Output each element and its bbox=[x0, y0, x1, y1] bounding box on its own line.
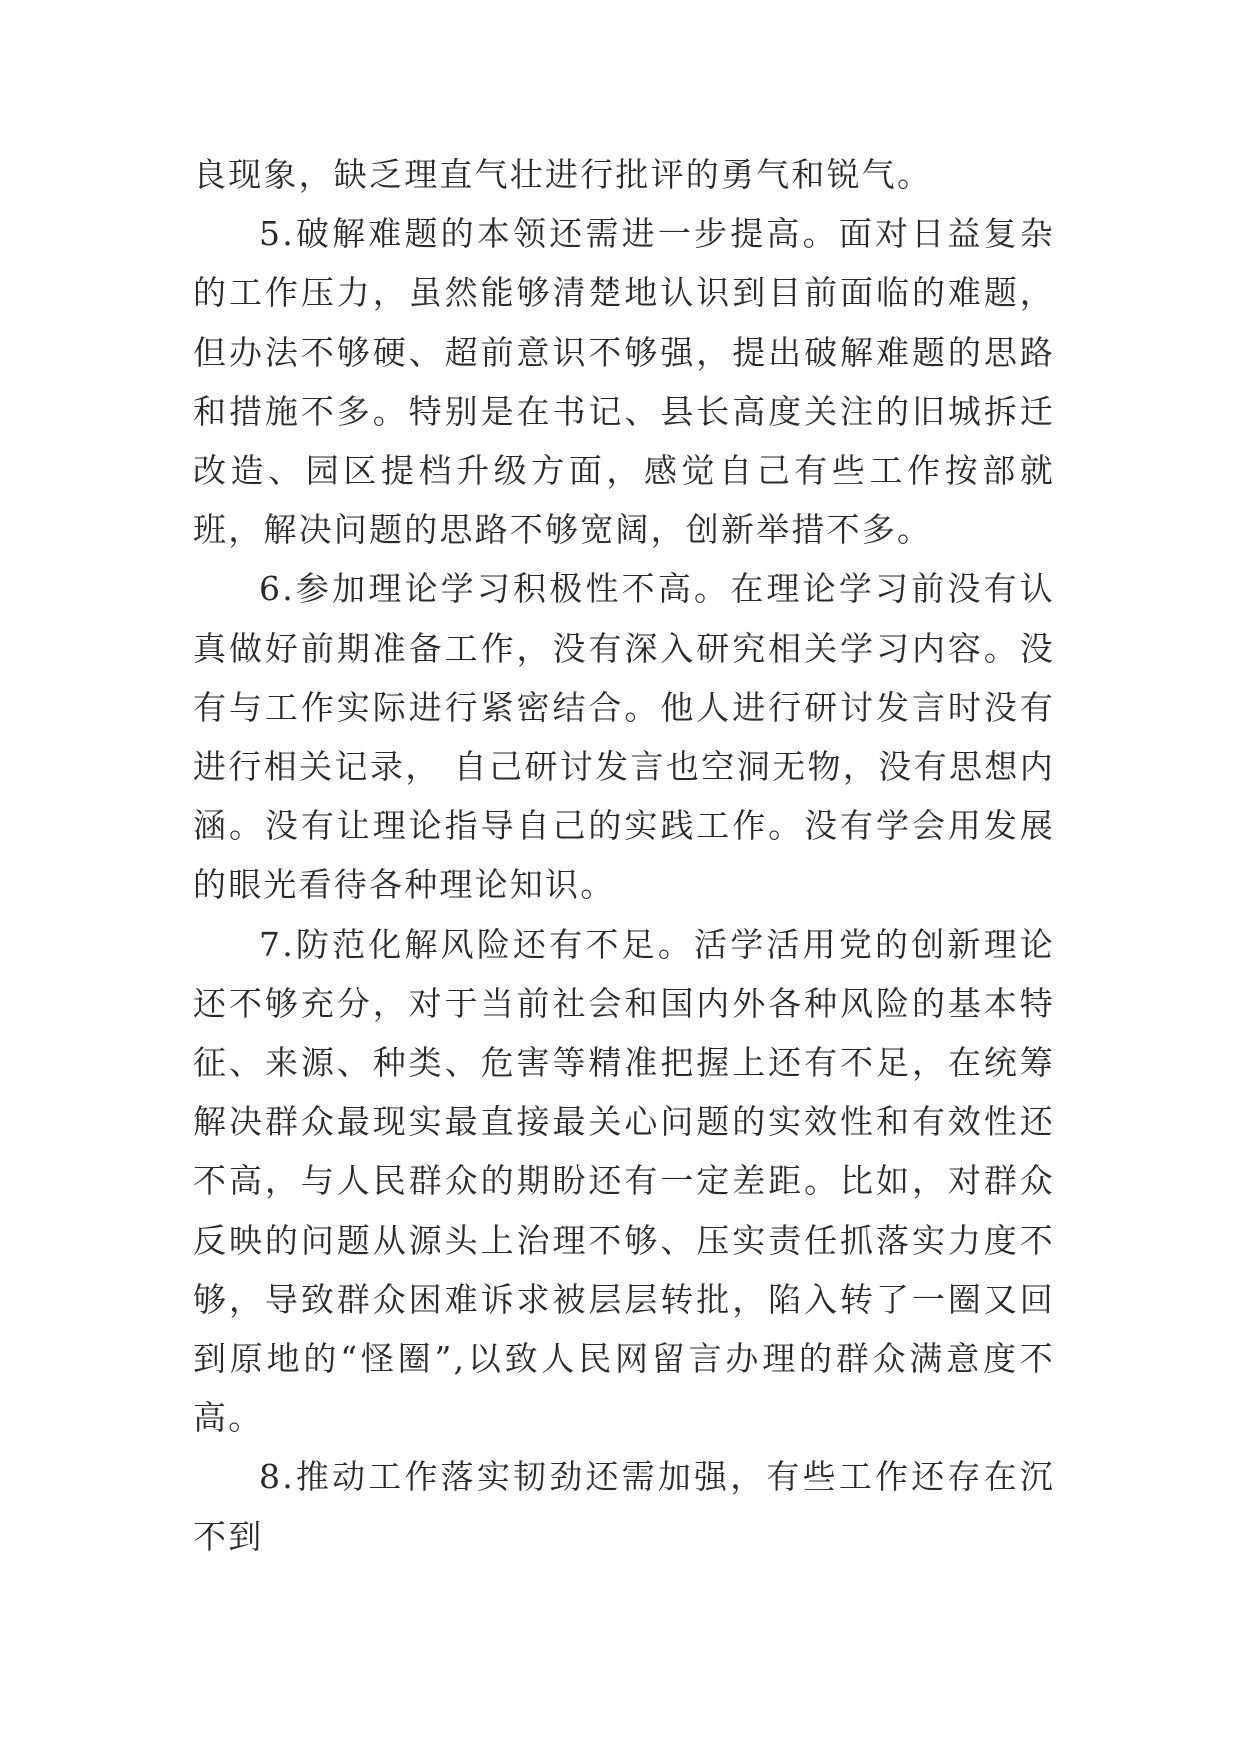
paragraph-item-5: 5.破解难题的本领还需进一步提高。面对日益复杂的工作压力，虽然能够清楚地认识到目前面临的难题，但办法不够硬、超前意识不够强，提出破解难题的思路和措施不多。特别是在书记、县长高度关注的旧城拆迁改造、园区提档升级方面，感觉自己有些工作按部就班，解决问题的思路不够宽阔，创新举措不多。 bbox=[193, 214, 1055, 550]
paragraph-item-6: 6.参加理论学习积极性不高。在理论学习前没有认真做好前期准备工作，没有深入研究相关学习内容。没有与工作实际进行紧密结合。他人进行研讨发言时没有进行相关记录， 自己研讨发言也空洞无物，没有思想内涵。没有让理论指导自己的实践工作。没有学会用发展的眼光看待各种理论知识。 bbox=[193, 569, 1055, 905]
paragraph-continuation: 良现象，缺乏理直气壮进行批评的勇气和锐气。 bbox=[193, 155, 933, 194]
document-body bbox=[193, 145, 1055, 1566]
paragraph-item-7: 7.防范化解风险还有不足。活学活用党的创新理论还不够充分，对于当前社会和国内外各种风险的基本特征、来源、种类、危害等精准把握上还有不足，在统筹解决群众最现实最直接最关心问题的实效性和有效性还不高，与人民群众的期盼还有一定差距。比如，对群众反映的问题从源头上治理不够、压实责任抓落实力度不够，导致群众困难诉求被层层转批，陷入转了一圈又回到原地的“怪圈”,以致人民网留言办理的群众满意度不高。 bbox=[193, 924, 1055, 1438]
paragraph-item-8: 8.推动工作落实韧劲还需加强，有些工作还存在沉不到 bbox=[193, 1457, 1055, 1556]
